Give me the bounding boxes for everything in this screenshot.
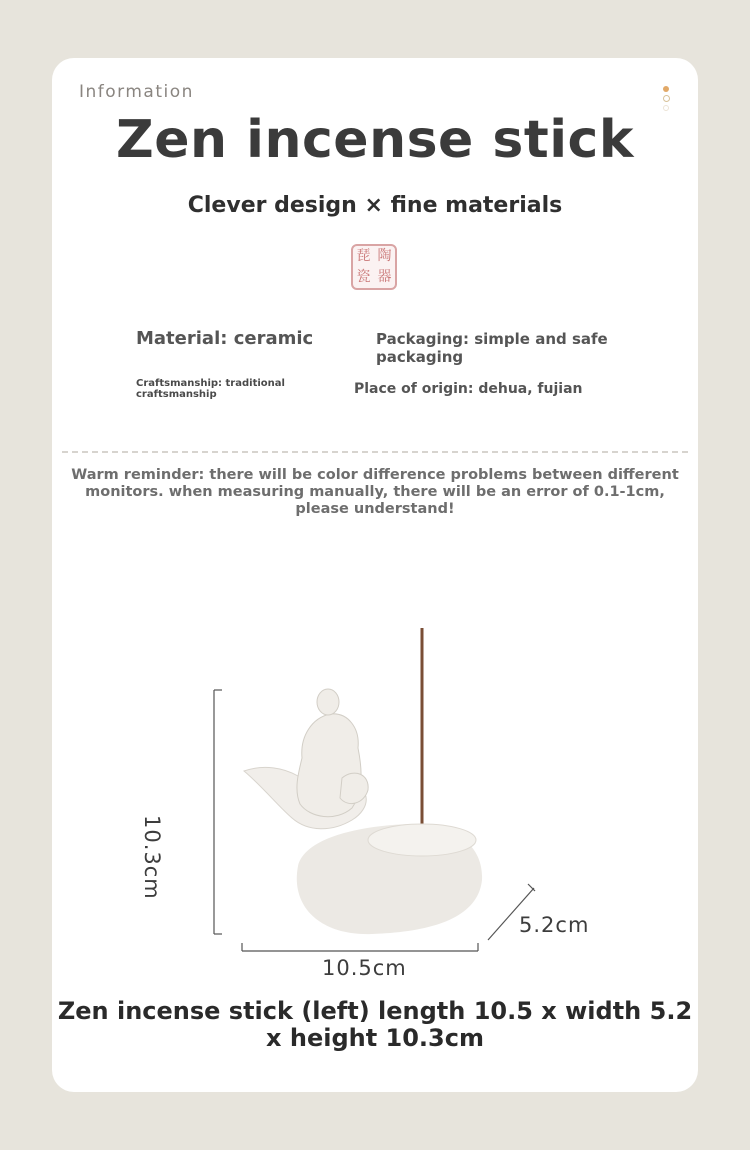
height-bracket [214, 690, 222, 934]
seal-stamp-icon [351, 244, 397, 290]
warm-reminder: Warm reminder: there will be color difference problems between different monitors. when measuring manually, there will be an error of 0.1-1cm, please understand! [71, 467, 679, 517]
product-illustration [52, 618, 698, 998]
width-dimension-label: 5.2cm [519, 913, 590, 937]
monk-figure [297, 689, 368, 817]
product-info-card [52, 58, 698, 1092]
spec-material: Material: ceramic [136, 328, 314, 349]
spec-packaging: Packaging: simple and safe packaging [376, 330, 608, 366]
length-dimension-label: 10.5cm [322, 956, 407, 980]
dashed-divider [62, 451, 688, 453]
spec-craftsmanship: Craftsmanship: traditional craftsmanship [136, 378, 285, 400]
seal-char: 陶 [377, 248, 392, 264]
page-title: Zen incense stick [116, 110, 634, 170]
seal-char: 器 [377, 269, 392, 285]
spec-origin: Place of origin: dehua, fujian [354, 381, 583, 397]
height-dimension-label: 10.3cm [140, 815, 164, 900]
size-caption: Zen incense stick (left) length 10.5 x width 5.2 x height 10.3cm [57, 997, 693, 1052]
section-label: Information [79, 82, 194, 102]
length-bracket [242, 943, 478, 951]
seal-char: 瓷 [356, 269, 371, 285]
seal-char: 琵 [356, 248, 371, 264]
page-subtitle: Clever design × fine materials [187, 193, 563, 218]
